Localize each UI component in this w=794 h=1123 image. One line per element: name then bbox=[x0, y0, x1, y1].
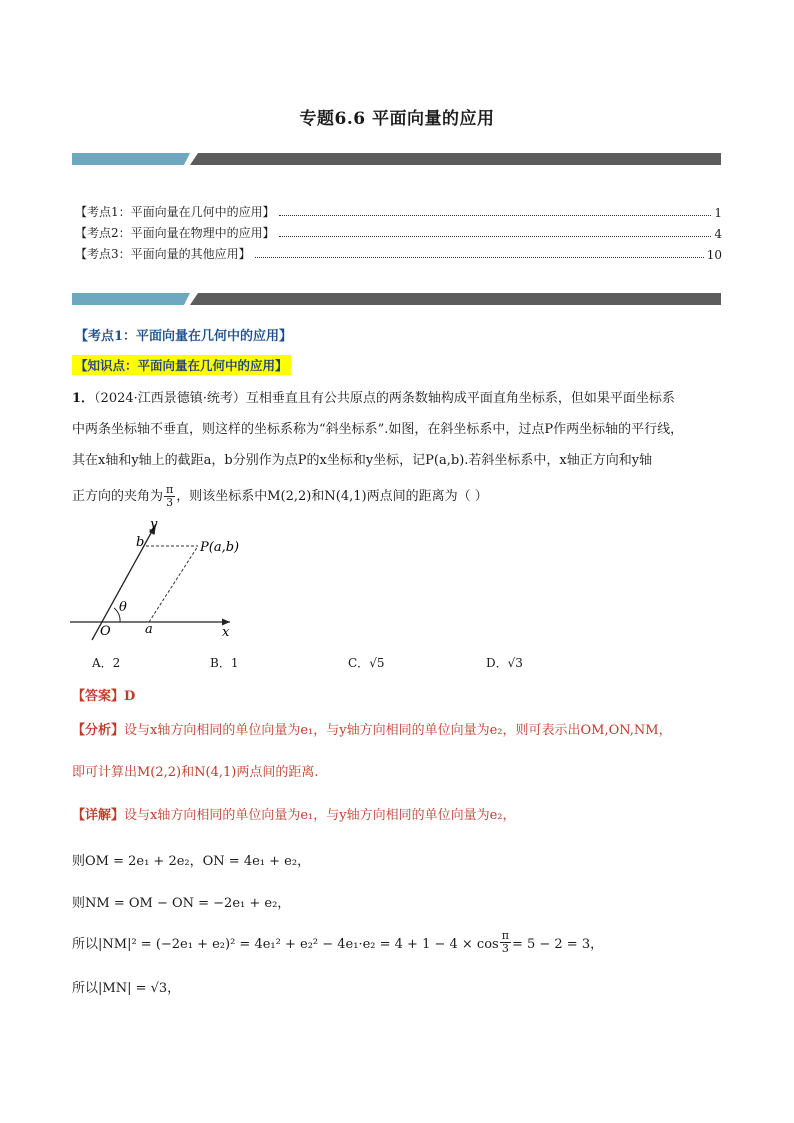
x-axis-label: x bbox=[222, 625, 230, 640]
detail-label: 【详解】 bbox=[72, 808, 125, 823]
choice-letter: D． bbox=[486, 656, 508, 670]
toc-entry-label: 【考点3：平面向量的其他应用】 bbox=[75, 247, 251, 261]
page-title: 专题6.6 平面向量的应用 bbox=[299, 109, 495, 129]
problem-line-4 bbox=[72, 484, 722, 509]
a-intercept-label: a bbox=[145, 622, 153, 637]
choice-a[interactable] bbox=[92, 654, 120, 671]
problem-text-4a: 正方向的夹角为 bbox=[72, 488, 164, 504]
point-p-label: P(a,b) bbox=[200, 540, 240, 555]
problem-line-2: 中两条坐标轴不垂直，则这样的坐标系称为“斜坐标系”.如图，在斜坐标系中，过点P作两坐标轴的平行线， bbox=[72, 422, 684, 437]
analysis-label: 【分析】 bbox=[72, 723, 125, 738]
toc-entry-page: 10 bbox=[706, 248, 722, 262]
toc-entry[interactable] bbox=[75, 244, 722, 262]
equation-4: 所以|MN| = √3， bbox=[72, 981, 181, 996]
fraction-denominator: 3 bbox=[501, 942, 509, 955]
analysis-text-1: 设与x轴方向相同的单位向量为e₁，与y轴方向相同的单位向量为e₂，则可表示出OM,ON,NM， bbox=[124, 723, 672, 738]
knowledge-tag: 【知识点：平面向量在几何中的应用】 bbox=[72, 355, 291, 375]
problem-source: （2024·江西景德镇·统考） bbox=[94, 391, 246, 406]
section-divider-bar bbox=[72, 293, 721, 305]
analysis-line-1 bbox=[72, 723, 722, 739]
cos-fraction bbox=[500, 930, 511, 955]
analysis-line-2: 即可计算出M(2,2)和N(4,1)两点间的距离. bbox=[72, 765, 319, 780]
dashed-line-to-a bbox=[149, 546, 198, 622]
answer bbox=[72, 685, 135, 704]
choice-text: √5 bbox=[369, 656, 385, 670]
choice-text: 2 bbox=[112, 656, 121, 670]
choice-letter: A． bbox=[92, 656, 113, 670]
answer-label: 【答案】 bbox=[72, 689, 125, 704]
y-axis-label: y bbox=[150, 517, 158, 532]
choice-c[interactable] bbox=[348, 654, 384, 671]
problem-text-4b: ，则该坐标系中M(2,2)和N(4,1)两点间的距离为（ ） bbox=[176, 488, 488, 504]
equation-3-part-b: = 5 − 2 = 3， bbox=[511, 937, 604, 952]
fraction-numerator: π bbox=[501, 929, 509, 942]
fraction-numerator: π bbox=[166, 483, 174, 496]
header-divider-bar bbox=[72, 153, 721, 165]
oblique-coordinate-figure bbox=[70, 514, 250, 642]
toc-leader-dots bbox=[279, 215, 712, 216]
choice-d[interactable] bbox=[486, 654, 523, 671]
section-heading: 【考点1：平面向量在几何中的应用】 bbox=[75, 329, 293, 344]
toc-entry-page: 4 bbox=[714, 227, 722, 241]
detail-line-1 bbox=[72, 808, 722, 824]
toc-entry-label: 【考点2：平面向量在物理中的应用】 bbox=[75, 226, 275, 240]
toc-entry-page: 1 bbox=[714, 206, 722, 220]
choice-b[interactable] bbox=[210, 654, 238, 671]
toc-entry[interactable] bbox=[75, 202, 722, 220]
fraction-denominator: 3 bbox=[166, 496, 174, 509]
choice-text: 1 bbox=[230, 656, 239, 670]
problem-line-1 bbox=[72, 391, 722, 407]
b-intercept-label: b bbox=[136, 535, 145, 550]
equation-1: 则OM = 2e₁ + 2e₂，ON = 4e₁ + e₂， bbox=[72, 854, 311, 869]
detail-text-1: 设与x轴方向相同的单位向量为e₁，与y轴方向相同的单位向量为e₂， bbox=[124, 808, 516, 823]
toc-leader-dots bbox=[279, 236, 712, 237]
choice-letter: C． bbox=[348, 656, 370, 670]
problem-number: 1． bbox=[72, 391, 95, 406]
equation-3 bbox=[72, 930, 603, 955]
toc-entry[interactable] bbox=[75, 223, 722, 241]
angle-fraction bbox=[164, 484, 175, 509]
origin-label: O bbox=[100, 624, 111, 639]
choice-text: √3 bbox=[507, 656, 523, 670]
theta-label: θ bbox=[119, 600, 127, 615]
toc-entry-label: 【考点1：平面向量在几何中的应用】 bbox=[75, 205, 275, 219]
equation-2: 则NM = OM − ON = −2e₁ + e₂， bbox=[72, 896, 291, 911]
answer-value: D bbox=[124, 689, 136, 704]
problem-text-1: 互相垂直且有公共原点的两条数轴构成平面直角坐标系，但如果平面坐标系 bbox=[245, 391, 675, 406]
toc-leader-dots bbox=[255, 257, 704, 258]
equation-3-part-a: 所以|NM|² = (−2e₁ + e₂)² = 4e₁² + e₂² − 4e₁·e₂ = 4 + 1 − 4 × cos bbox=[72, 937, 499, 952]
choice-letter: B． bbox=[210, 656, 231, 670]
problem-line-3: 其在x轴和y轴上的截距a，b分别作为点P的x坐标和y坐标，记P(a,b).若斜坐标系中，x轴正方向和y轴 bbox=[72, 453, 653, 468]
